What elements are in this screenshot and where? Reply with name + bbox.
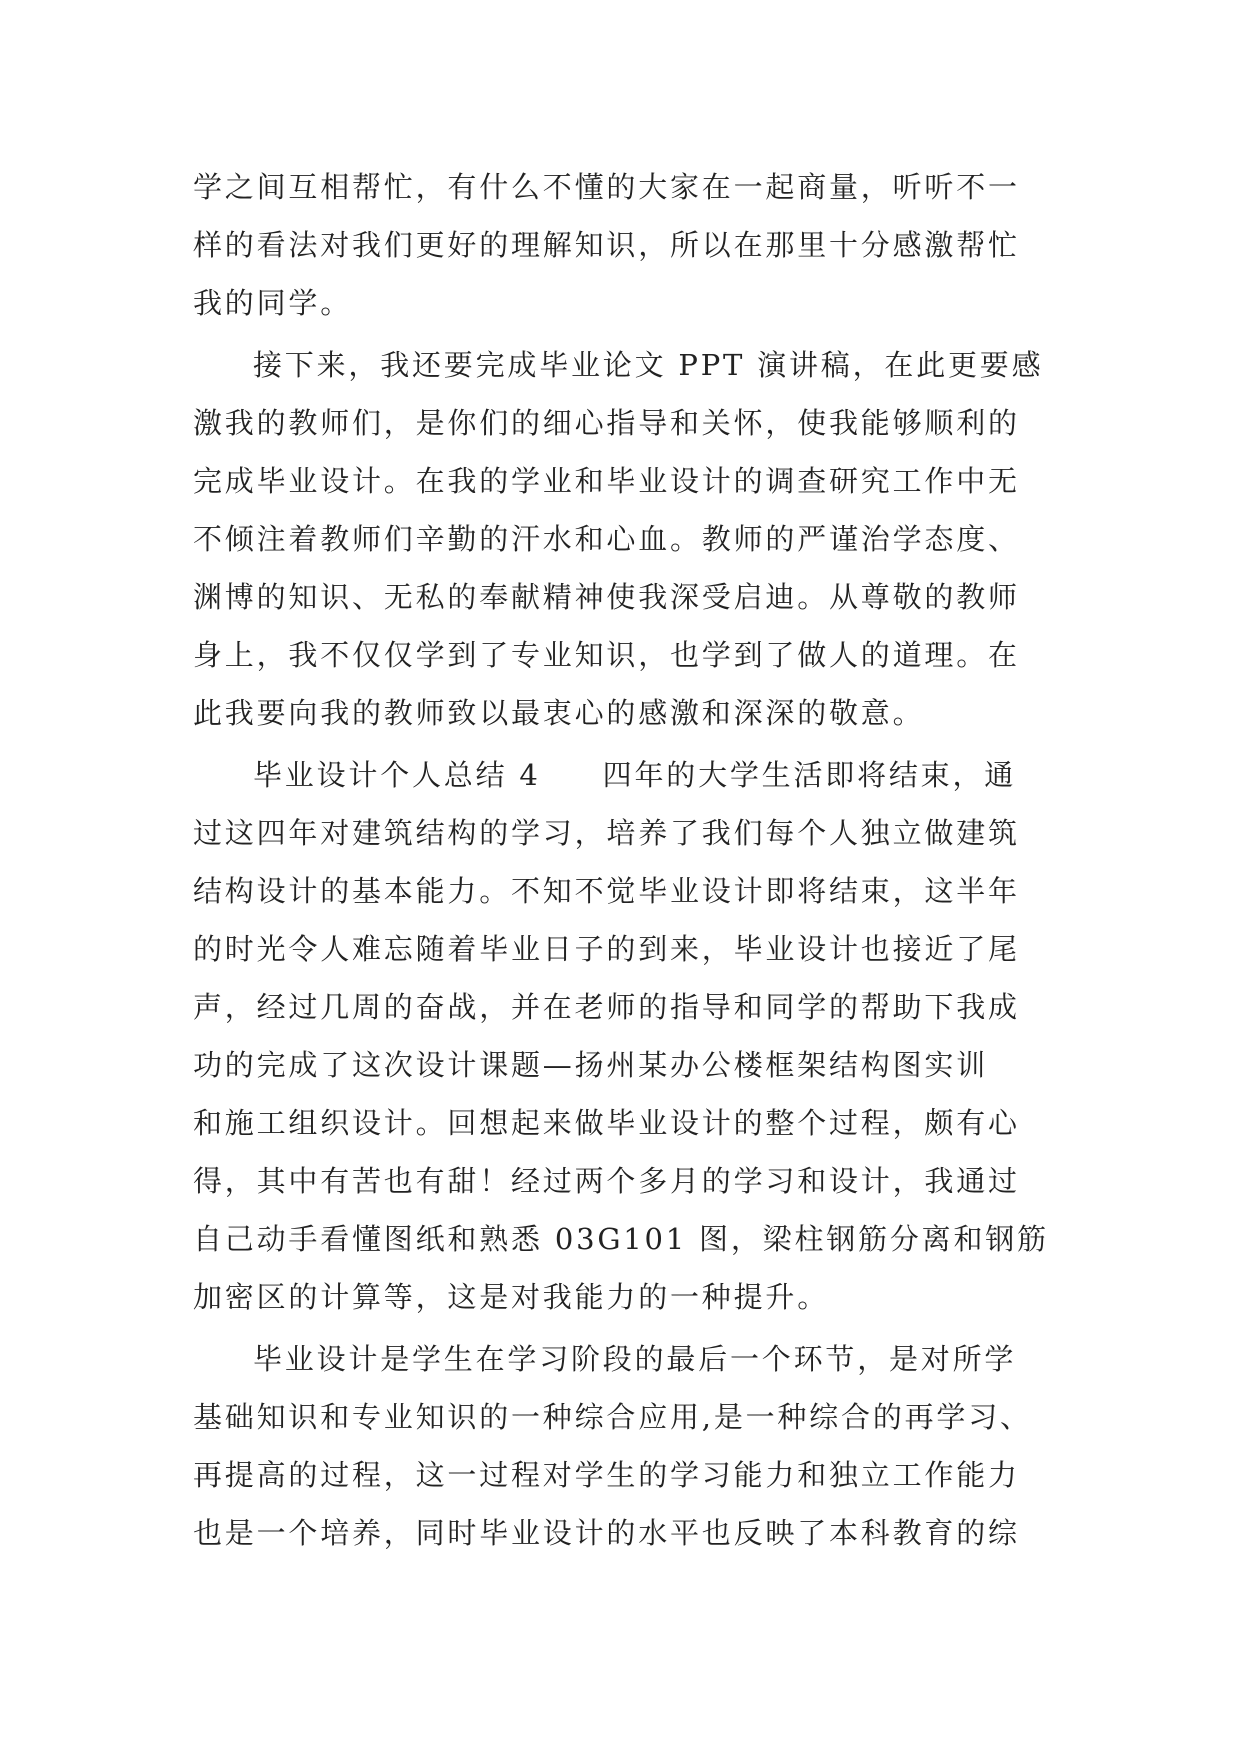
text-line: 渊博的知识、无私的奉献精神使我深受启迪。从尊敬的教师 [193,580,1020,614]
text-line: 基础知识和专业知识的一种综合应用,是一种综合的再学习、 [193,1400,1032,1434]
text-line: 功的完成了这次设计课题—扬州某办公楼框架结构图实训 [193,1048,989,1082]
text-line: 也是一个培养，同时毕业设计的水平也反映了本科教育的综 [193,1516,1020,1550]
text-line: 不倾注着教师们辛勤的汗水和心血。教师的严谨治学态度、 [193,522,1020,556]
text-line: 的时光令人难忘随着毕业日子的到来，毕业设计也接近了尾 [193,932,1020,966]
text-line: 过这四年对建筑结构的学习，培养了我们每个人独立做建筑 [193,816,1020,850]
text-line: 毕业设计是学生在学习阶段的最后一个环节，是对所学 [253,1342,1017,1376]
document-body [193,158,1073,1562]
text-line: 完成毕业设计。在我的学业和毕业设计的调查研究工作中无 [193,464,1020,498]
text-line: 声，经过几周的奋战，并在老师的指导和同学的帮助下我成 [193,990,1020,1024]
text-line: 结构设计的基本能力。不知不觉毕业设计即将结束，这半年 [193,874,1020,908]
text-line: 我的同学。 [193,286,353,320]
paragraph-2 [193,336,1073,742]
text-line: 和施工组织设计。回想起来做毕业设计的整个过程，颇有心 [193,1106,1020,1140]
paragraph-3 [193,746,1073,1326]
text-line: 接下来，我还要完成毕业论文 PPT 演讲稿，在此更要感 [253,348,1044,382]
paragraph-4 [193,1330,1073,1562]
paragraph-1 [193,158,1073,332]
text-line: 自己动手看懂图纸和熟悉 03G101 图，梁柱钢筋分离和钢筋 [193,1222,1049,1256]
text-line: 加密区的计算等，这是对我能力的一种提升。 [193,1280,830,1314]
section-heading-line [193,746,1073,804]
text-line: 此我要向我的教师致以最衷心的感激和深深的敬意。 [193,696,925,730]
text-line: 再提高的过程，这一过程对学生的学习能力和独立工作能力 [193,1458,1020,1492]
text-line: 样的看法对我们更好的理解知识，所以在那里十分感激帮忙 [193,228,1020,262]
text-line: 学之间互相帮忙，有什么不懂的大家在一起商量，听听不一 [193,170,1020,204]
text-line: 得，其中有苦也有甜！经过两个多月的学习和设计，我通过 [193,1164,1020,1198]
text-line: 身上，我不仅仅学到了专业知识，也学到了做人的道理。在 [193,638,1020,672]
section-heading-rest: 四年的大学生活即将结束，通 [602,758,1017,792]
text-line: 激我的教师们，是你们的细心指导和关怀，使我能够顺利的 [193,406,1020,440]
section-heading: 毕业设计个人总结 4 [253,758,541,792]
